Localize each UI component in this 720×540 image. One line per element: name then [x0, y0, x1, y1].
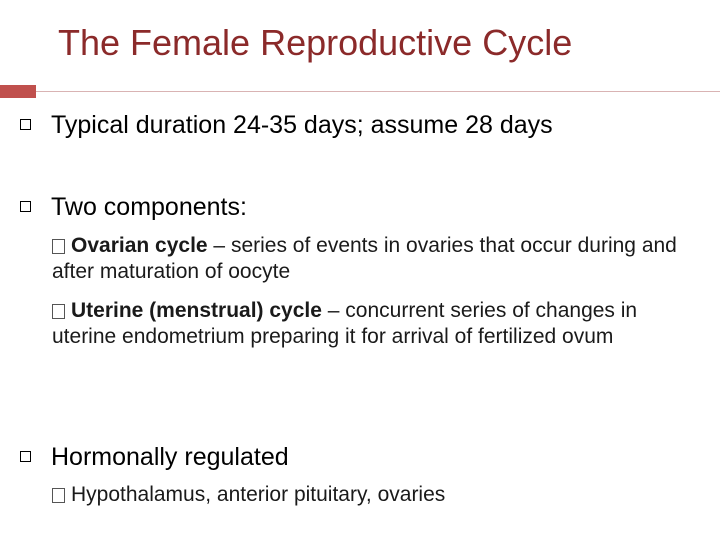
bullet-text: Two components:	[51, 193, 247, 221]
bullet-text: Typical duration 24-35 days; assume 28 days	[51, 111, 553, 139]
title-divider	[36, 91, 720, 92]
square-bullet-icon	[20, 451, 31, 462]
bullet-duration	[20, 111, 553, 139]
square-bullet-icon	[52, 304, 65, 319]
square-bullet-icon	[20, 201, 31, 212]
square-bullet-icon	[52, 488, 65, 503]
term-description: – concurrent series of changes in uterine endometrium preparing it for arrival of fertilized ovum	[52, 299, 638, 348]
slide-title: The Female Reproductive Cycle	[58, 22, 573, 63]
term-ovarian-cycle: Ovarian cycle	[71, 234, 208, 257]
sub-bullet-text: Hypothalamus, anterior pituitary, ovaries	[71, 483, 446, 506]
square-bullet-icon	[20, 119, 31, 130]
term-uterine-cycle: Uterine (menstrual) cycle	[71, 299, 322, 322]
term-description: – series of events in ovaries that occur during and after maturation of oocyte	[52, 234, 677, 283]
bullet-hormonal	[20, 443, 289, 471]
bullet-text: Hormonally regulated	[51, 443, 289, 471]
title-accent-bar	[0, 85, 36, 98]
sub-bullet-uterine	[52, 298, 702, 350]
bullet-components	[20, 193, 247, 221]
sub-bullet-hormones	[52, 482, 702, 508]
square-bullet-icon	[52, 239, 65, 254]
sub-bullet-ovarian	[52, 233, 702, 285]
